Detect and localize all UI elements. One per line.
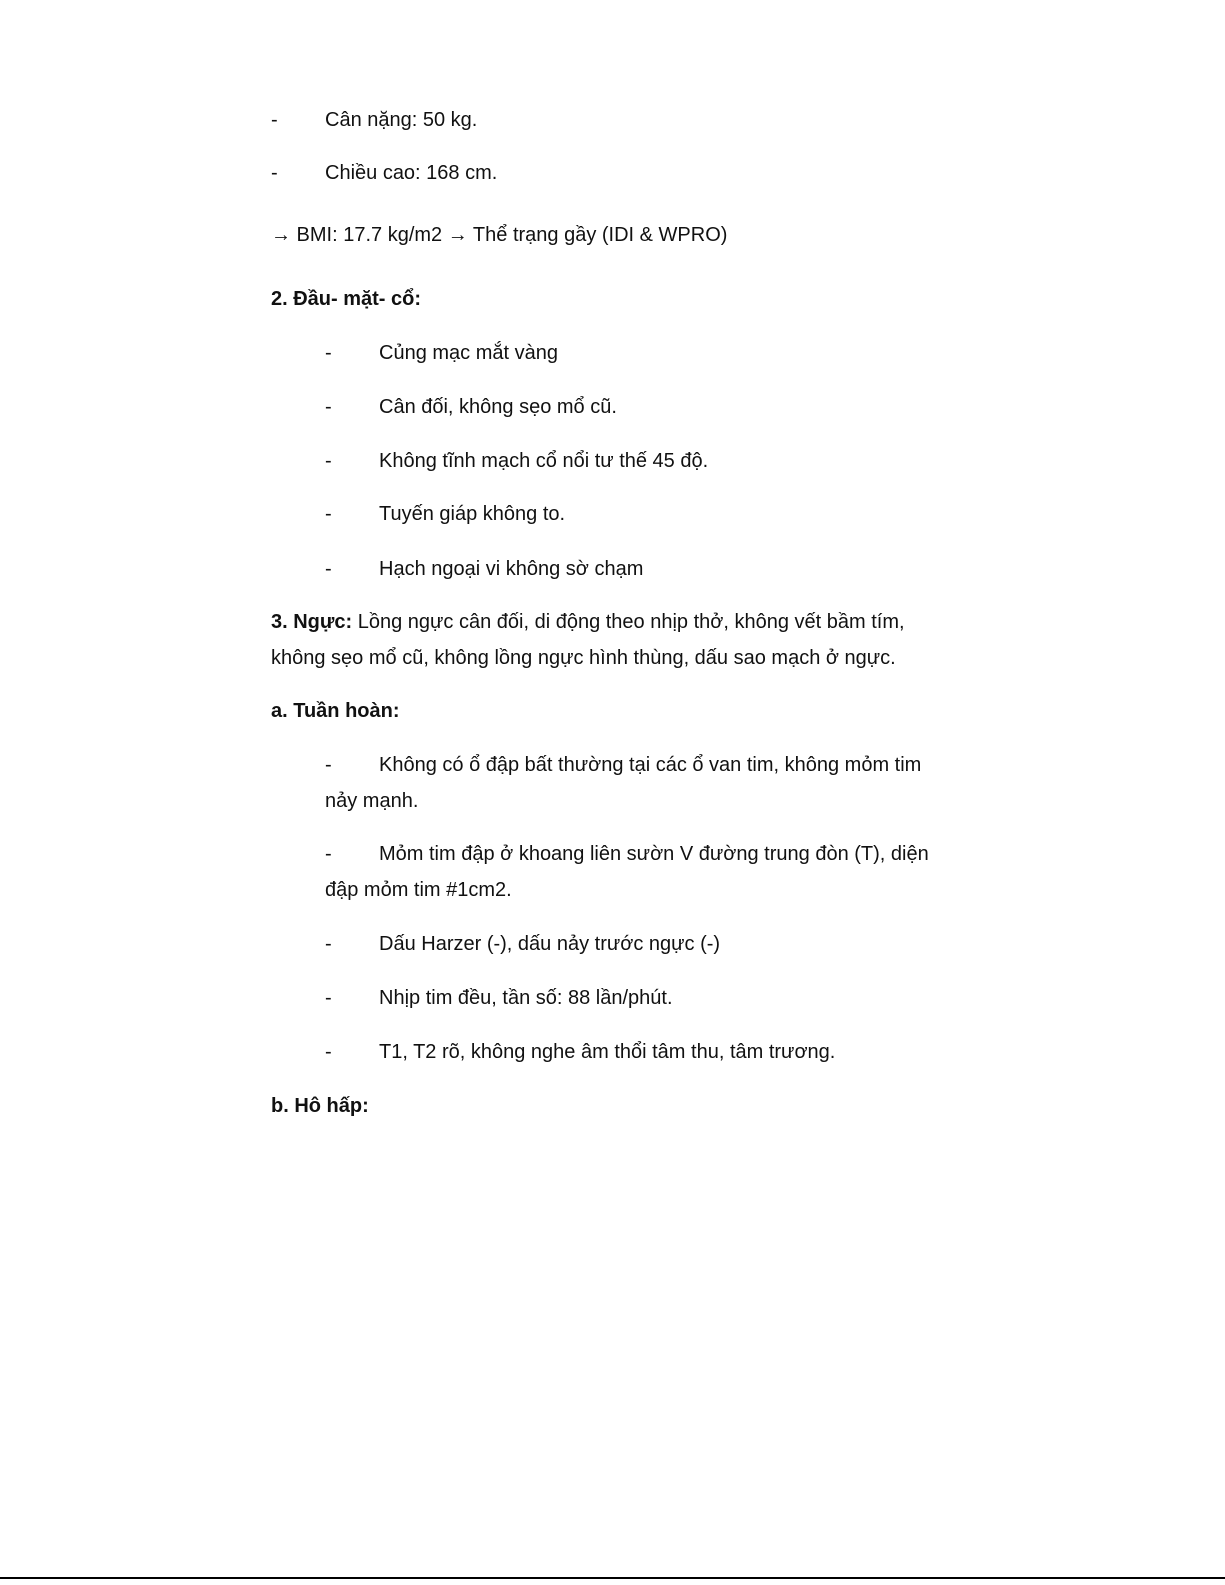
chest-paragraph-line-2: không sẹo mổ cũ, không lồng ngực hình thùng, dấu sao mạch ở ngực. [271,647,896,669]
bullet-dash: - [325,503,332,525]
bullet-dash: - [325,342,332,364]
section-heading-chest: 3. Ngực: [271,611,353,633]
list-item: Hạch ngoại vi không sờ chạm [379,558,644,580]
section-heading-head-neck: 2. Đầu- mặt- cổ: [271,288,422,310]
bullet-dash: - [271,109,278,131]
list-item: Dấu Harzer (-), dấu nảy trước ngực (-) [379,933,721,955]
chest-paragraph-line-1 [271,610,905,634]
bullet-dash: - [271,162,278,184]
list-item: Không tĩnh mạch cổ nổi tư thế 45 độ. [379,450,709,472]
bmi-text: → BMI: 17.7 kg/m2 → Thể trạng gầy (IDI & WPRO) [271,224,728,246]
bullet-dash: - [325,1041,332,1063]
bullet-dash: - [325,987,332,1009]
page-bottom-border [0,1577,1225,1579]
list-item: Củng mạc mắt vàng [379,342,558,364]
bullet-dash: - [325,843,332,865]
bullet-dash: - [325,933,332,955]
bullet-dash: - [325,396,332,418]
weight-text: Cân nặng: 50 kg. [325,109,478,131]
chest-text: Lồng ngực cân đối, di động theo nhịp thở, không vết bầm tím, [352,611,905,633]
list-item: Mỏm tim đập ở khoang liên sườn V đường trung đòn (T), diện [379,843,929,865]
list-item: Tuyến giáp không to. [379,503,566,525]
bullet-dash: - [325,558,332,580]
list-item: Không có ổ đập bất thường tại các ổ van tim, không mỏm tim [379,754,922,776]
section-heading-circulation: a. Tuần hoàn: [271,700,400,722]
list-item-continuation: đập mỏm tim #1cm2. [325,879,512,901]
bullet-dash: - [325,754,332,776]
list-item-continuation: nảy mạnh. [325,790,419,812]
list-item: Cân đối, không sẹo mổ cũ. [379,396,617,418]
section-heading-respiratory: b. Hô hấp: [271,1095,369,1117]
height-text: Chiều cao: 168 cm. [325,162,498,184]
list-item: Nhịp tim đều, tần số: 88 lần/phút. [379,987,673,1009]
list-item: T1, T2 rõ, không nghe âm thổi tâm thu, tâm trương. [379,1041,836,1063]
bullet-dash: - [325,450,332,472]
